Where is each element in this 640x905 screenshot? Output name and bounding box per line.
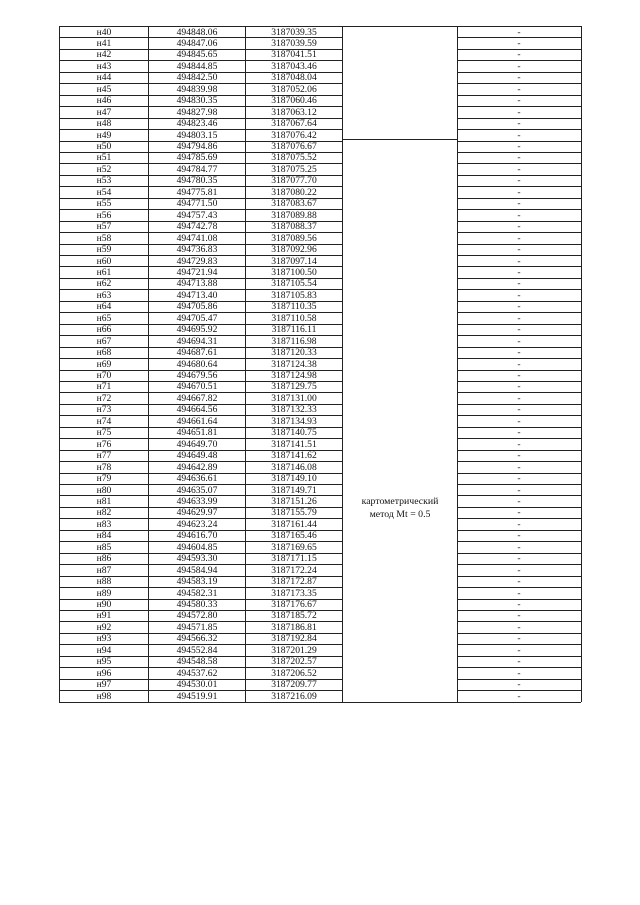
coord-x: 494729.83: [176, 255, 218, 267]
accuracy-mark: -: [517, 324, 521, 336]
coord-y: 3187110.58: [271, 312, 317, 324]
point-name: н47: [96, 106, 112, 118]
point-name: н88: [96, 576, 112, 588]
point-name: н50: [96, 141, 112, 152]
point-name: н87: [96, 564, 112, 576]
accuracy-mark: -: [517, 118, 521, 130]
coord-y: 3187067.64: [271, 118, 317, 130]
coord-x: 494633.99: [176, 495, 218, 507]
point-name: н48: [96, 118, 112, 130]
point-name: н72: [96, 392, 112, 404]
coord-y: 3187173.35: [271, 587, 317, 599]
coord-y: 3187063.12: [271, 106, 317, 118]
point-name: н49: [96, 129, 112, 141]
accuracy-mark: -: [517, 599, 521, 610]
coord-x: 494584.94: [176, 564, 218, 576]
accuracy-mark: -: [517, 163, 521, 175]
coord-y: 3187116.11: [271, 324, 317, 336]
coord-x: 494847.06: [176, 37, 218, 49]
accuracy-mark: -: [517, 49, 521, 61]
point-name: н86: [96, 553, 112, 565]
coord-y: 3187206.52: [271, 667, 317, 679]
coord-x: 494839.98: [176, 83, 218, 95]
coord-y: 3187077.70: [271, 175, 317, 187]
accuracy-mark: -: [517, 415, 521, 427]
coord-y: 3187201.29: [271, 644, 317, 656]
coord-x: 494842.50: [176, 72, 218, 84]
coord-y: 3187080.22: [271, 186, 317, 198]
point-name: н82: [96, 507, 112, 519]
coord-x: 494629.97: [176, 507, 218, 519]
accuracy-mark: -: [517, 392, 521, 404]
coord-y: 3187132.33: [271, 404, 317, 416]
coord-y: 3187185.72: [271, 610, 317, 622]
coord-y: 3187172.87: [271, 576, 317, 588]
accuracy-mark: -: [517, 530, 521, 542]
accuracy-mark: -: [517, 209, 521, 221]
accuracy-mark: -: [517, 587, 521, 599]
coord-x: 494736.83: [176, 244, 218, 256]
accuracy-mark: -: [517, 26, 521, 38]
coord-y: 3187052.06: [271, 83, 317, 95]
point-name: н63: [96, 289, 112, 301]
coord-x: 494794.86: [176, 141, 218, 152]
accuracy-mark: -: [517, 450, 521, 462]
method-line-2: метод Mt = 0.5: [369, 509, 431, 520]
coord-y: 3187076.42: [271, 129, 317, 141]
coord-y: 3187092.96: [271, 244, 317, 256]
coord-y: 3187041.51: [271, 49, 317, 61]
coord-x: 494780.35: [176, 175, 218, 187]
coord-x: 494649.48: [176, 450, 218, 462]
row-border: [342, 702, 457, 703]
point-name: н85: [96, 541, 112, 553]
point-name: н52: [96, 163, 112, 175]
accuracy-mark: -: [517, 37, 521, 49]
coord-x: 494661.64: [176, 415, 218, 427]
coord-y: 3187124.98: [271, 370, 317, 381]
coord-x: 494593.30: [176, 553, 218, 565]
point-name: н81: [96, 495, 112, 507]
method-line-1: картометрический: [361, 496, 439, 507]
point-name: н59: [96, 244, 112, 256]
coord-x: 494679.56: [176, 370, 218, 381]
accuracy-mark: -: [517, 72, 521, 84]
coord-x: 494705.86: [176, 301, 218, 313]
coord-x: 494771.50: [176, 198, 218, 210]
point-name: н96: [96, 667, 112, 679]
accuracy-mark: -: [517, 495, 521, 507]
point-name: н89: [96, 587, 112, 599]
coord-x: 494649.70: [176, 438, 218, 450]
accuracy-mark: -: [517, 576, 521, 588]
accuracy-mark: -: [517, 370, 521, 381]
coord-x: 494845.65: [176, 49, 218, 61]
accuracy-mark: -: [517, 507, 521, 519]
point-name: н70: [96, 370, 112, 381]
accuracy-mark: -: [517, 461, 521, 473]
coord-x: 494695.92: [176, 324, 218, 336]
accuracy-mark: -: [517, 473, 521, 485]
accuracy-mark: -: [517, 621, 521, 633]
coord-y: 3187120.33: [271, 347, 317, 359]
coord-y: 3187176.67: [271, 599, 317, 610]
accuracy-mark: -: [517, 95, 521, 107]
accuracy-mark: -: [517, 312, 521, 324]
coord-x: 494616.70: [176, 530, 218, 542]
coord-y: 3187105.54: [271, 278, 317, 290]
coord-y: 3187149.10: [271, 473, 317, 485]
coord-y: 3187192.84: [271, 633, 317, 645]
accuracy-mark: -: [517, 255, 521, 267]
point-name: н66: [96, 324, 112, 336]
accuracy-mark: -: [517, 129, 521, 141]
coord-y: 3187039.35: [271, 26, 317, 38]
coord-x: 494572.80: [176, 610, 218, 622]
accuracy-mark: -: [517, 141, 521, 152]
coord-y: 3187209.77: [271, 679, 317, 691]
point-name: н46: [96, 95, 112, 107]
point-name: н55: [96, 198, 112, 210]
coord-y: 3187131.00: [271, 392, 317, 404]
row-border: [342, 139, 457, 140]
coord-x: 494664.56: [176, 404, 218, 416]
coord-x: 494848.06: [176, 26, 218, 38]
point-name: н84: [96, 530, 112, 542]
coord-x: 494757.43: [176, 209, 218, 221]
coord-y: 3187134.93: [271, 415, 317, 427]
coord-x: 494713.40: [176, 289, 218, 301]
coord-x: 494566.32: [176, 633, 218, 645]
accuracy-mark: -: [517, 667, 521, 679]
coord-x: 494519.91: [176, 690, 218, 702]
coord-y: 3187075.52: [271, 152, 317, 164]
coord-y: 3187039.59: [271, 37, 317, 49]
accuracy-mark: -: [517, 278, 521, 290]
coord-x: 494742.78: [176, 221, 218, 233]
coord-y: 3187083.67: [271, 198, 317, 210]
coord-x: 494548.58: [176, 656, 218, 668]
coord-y: 3187171.15: [271, 553, 317, 565]
coord-x: 494830.35: [176, 95, 218, 107]
accuracy-mark: -: [517, 610, 521, 622]
coord-y: 3187088.37: [271, 221, 317, 233]
point-name: н45: [96, 83, 112, 95]
coord-x: 494785.69: [176, 152, 218, 164]
point-name: н68: [96, 347, 112, 359]
coord-x: 494803.15: [176, 129, 218, 141]
point-name: н43: [96, 60, 112, 72]
point-name: н67: [96, 335, 112, 347]
point-name: н62: [96, 278, 112, 290]
coord-y: 3187141.51: [271, 438, 317, 450]
coord-y: 3187216.09: [271, 690, 317, 702]
coord-x: 494713.88: [176, 278, 218, 290]
accuracy-mark: -: [517, 175, 521, 187]
accuracy-mark: -: [517, 106, 521, 118]
point-name: н76: [96, 438, 112, 450]
point-name: н40: [96, 26, 112, 38]
coord-x: 494530.01: [176, 679, 218, 691]
accuracy-mark: -: [517, 541, 521, 553]
accuracy-mark: -: [517, 152, 521, 164]
coord-y: 3187075.25: [271, 163, 317, 175]
coord-x: 494583.19: [176, 576, 218, 588]
point-name: н77: [96, 450, 112, 462]
accuracy-mark: -: [517, 289, 521, 301]
point-name: н90: [96, 599, 112, 610]
point-name: н74: [96, 415, 112, 427]
coord-y: 3187149.71: [271, 484, 317, 496]
accuracy-mark: -: [517, 553, 521, 565]
accuracy-mark: -: [517, 347, 521, 359]
accuracy-mark: -: [517, 518, 521, 530]
coord-x: 494651.81: [176, 427, 218, 439]
coord-x: 494667.82: [176, 392, 218, 404]
coord-x: 494582.31: [176, 587, 218, 599]
coord-y: 3187043.46: [271, 60, 317, 72]
coord-y: 3187155.79: [271, 507, 317, 519]
point-name: н54: [96, 186, 112, 198]
accuracy-mark: -: [517, 381, 521, 393]
accuracy-mark: -: [517, 232, 521, 244]
coord-x: 494552.84: [176, 644, 218, 656]
coord-x: 494775.81: [176, 186, 218, 198]
accuracy-mark: -: [517, 656, 521, 668]
coord-x: 494580.33: [176, 599, 218, 610]
coord-y: 3187140.75: [271, 427, 317, 439]
coord-y: 3187110.35: [271, 301, 317, 313]
point-name: н64: [96, 301, 112, 313]
coord-x: 494827.98: [176, 106, 218, 118]
accuracy-mark: -: [517, 679, 521, 691]
coord-y: 3187146.08: [271, 461, 317, 473]
coord-y: 3187100.50: [271, 266, 317, 278]
coord-y: 3187048.04: [271, 72, 317, 84]
point-name: н78: [96, 461, 112, 473]
accuracy-mark: -: [517, 633, 521, 645]
point-name: н75: [96, 427, 112, 439]
point-name: н69: [96, 358, 112, 370]
point-name: н61: [96, 266, 112, 278]
row-border: [342, 26, 457, 27]
point-name: н97: [96, 679, 112, 691]
method-note: [343, 495, 457, 521]
coord-y: 3187129.75: [271, 381, 317, 393]
point-name: н73: [96, 404, 112, 416]
accuracy-mark: -: [517, 186, 521, 198]
accuracy-mark: -: [517, 404, 521, 416]
accuracy-mark: -: [517, 484, 521, 496]
accuracy-mark: -: [517, 335, 521, 347]
coord-y: 3187186.81: [271, 621, 317, 633]
point-name: н65: [96, 312, 112, 324]
coord-x: 494537.62: [176, 667, 218, 679]
coord-y: 3187089.56: [271, 232, 317, 244]
point-name: н92: [96, 621, 112, 633]
point-name: н91: [96, 610, 112, 622]
coord-x: 494844.85: [176, 60, 218, 72]
point-name: н60: [96, 255, 112, 267]
coord-y: 3187141.62: [271, 450, 317, 462]
coord-x: 494635.07: [176, 484, 218, 496]
point-name: н98: [96, 690, 112, 702]
point-name: н95: [96, 656, 112, 668]
accuracy-mark: -: [517, 690, 521, 702]
coord-y: 3187161.44: [271, 518, 317, 530]
column-border: [342, 26, 343, 702]
point-name: н41: [96, 37, 112, 49]
accuracy-mark: -: [517, 427, 521, 439]
accuracy-mark: -: [517, 221, 521, 233]
accuracy-mark: -: [517, 644, 521, 656]
coord-x: 494721.94: [176, 266, 218, 278]
coord-y: 3187116.98: [271, 335, 317, 347]
coord-x: 494823.46: [176, 118, 218, 130]
coord-y: 3187097.14: [271, 255, 317, 267]
coord-x: 494694.31: [176, 335, 218, 347]
point-name: н42: [96, 49, 112, 61]
point-name: н58: [96, 232, 112, 244]
coord-y: 3187172.24: [271, 564, 317, 576]
coord-y: 3187151.26: [271, 495, 317, 507]
point-name: н56: [96, 209, 112, 221]
point-name: н44: [96, 72, 112, 84]
coord-x: 494784.77: [176, 163, 218, 175]
point-name: н94: [96, 644, 112, 656]
coord-y: 3187169.65: [271, 541, 317, 553]
coord-y: 3187076.67: [271, 141, 317, 152]
point-name: н57: [96, 221, 112, 233]
point-name: н80: [96, 484, 112, 496]
coord-y: 3187165.46: [271, 530, 317, 542]
coord-x: 494741.08: [176, 232, 218, 244]
coord-x: 494687.61: [176, 347, 218, 359]
coord-y: 3187105.83: [271, 289, 317, 301]
coord-x: 494642.89: [176, 461, 218, 473]
coord-y: 3187060.46: [271, 95, 317, 107]
accuracy-mark: -: [517, 564, 521, 576]
point-name: н51: [96, 152, 112, 164]
coord-x: 494670.51: [176, 381, 218, 393]
accuracy-mark: -: [517, 198, 521, 210]
coord-x: 494623.24: [176, 518, 218, 530]
coord-x: 494571.85: [176, 621, 218, 633]
accuracy-mark: -: [517, 358, 521, 370]
point-name: н93: [96, 633, 112, 645]
point-name: н53: [96, 175, 112, 187]
point-name: н83: [96, 518, 112, 530]
coord-y: 3187124.38: [271, 358, 317, 370]
accuracy-mark: -: [517, 301, 521, 313]
point-name: н79: [96, 473, 112, 485]
coord-y: 3187089.88: [271, 209, 317, 221]
coord-x: 494705.47: [176, 312, 218, 324]
coord-x: 494680.64: [176, 358, 218, 370]
column-border: [581, 26, 582, 702]
coord-y: 3187202.57: [271, 656, 317, 668]
accuracy-mark: -: [517, 438, 521, 450]
accuracy-mark: -: [517, 60, 521, 72]
point-name: н71: [96, 381, 112, 393]
coord-x: 494636.61: [176, 473, 218, 485]
accuracy-mark: -: [517, 244, 521, 256]
accuracy-mark: -: [517, 266, 521, 278]
accuracy-mark: -: [517, 83, 521, 95]
coord-x: 494604.85: [176, 541, 218, 553]
